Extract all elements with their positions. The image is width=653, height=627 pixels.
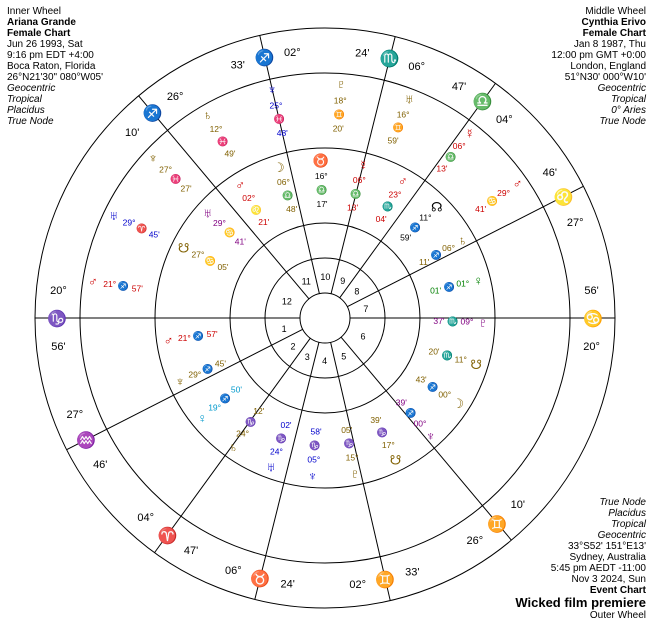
outer-chart-type: Event Chart (589, 585, 646, 596)
planet-minute: 48' (276, 127, 288, 138)
house-number: 12 (281, 296, 292, 307)
planet-degree: 06° (442, 243, 456, 254)
planet-degree: 06° (277, 177, 290, 188)
inner-chart-place: Boca Raton, Florida (7, 61, 96, 72)
cusp-minute: 33' (230, 59, 245, 72)
planet-degree: 16° (396, 109, 410, 120)
cusp-degree: 26° (166, 90, 184, 103)
planet-minute: 05' (217, 262, 229, 273)
planet-minute: 48' (286, 203, 298, 214)
planet-degree: 02° (242, 193, 256, 204)
planet-degree: 27° (159, 164, 172, 175)
planet-glyph: ♆ (267, 82, 278, 98)
cusp-labels (47, 47, 603, 591)
house-number: 2 (290, 341, 296, 352)
inner-chart-name: Ariana Grande (7, 17, 76, 28)
cusp-minute: 10' (510, 499, 525, 512)
planet-minute: 20' (428, 346, 440, 357)
wheel-ring-6 (300, 293, 350, 343)
planet-glyph: ♂ (163, 332, 174, 348)
outer-wheel-label: Outer Wheel (589, 610, 646, 621)
inner-setting: Tropical (7, 94, 42, 105)
planet-minute: 39' (395, 397, 407, 408)
planet-glyph: ♄ (202, 107, 213, 123)
planet-sign: ♊ (392, 122, 404, 133)
planet-degree: 29° (122, 217, 136, 228)
planet-minute: 57' (131, 283, 143, 294)
planet-glyph: ♅ (108, 207, 119, 223)
planet-minute: 39' (370, 415, 382, 426)
sagittarius-glyph-icon: ♐ (254, 49, 275, 67)
outer-chart-place: Sydney, Australia (569, 552, 646, 563)
planet-minute: 12' (253, 405, 265, 416)
planet-glyph: ☋ (177, 240, 190, 256)
planet-sign: ♐ (409, 222, 422, 233)
planet-minute: 58' (310, 426, 322, 437)
planet-degree: 01° (456, 278, 470, 289)
planet-sign: ♐ (430, 249, 443, 260)
middle-wheel-label: Middle Wheel (585, 6, 646, 17)
middle-setting: Geocentric (597, 83, 646, 94)
planet-glyph: ♂ (397, 173, 408, 189)
cusp-minute: 47' (451, 80, 467, 93)
aries-glyph-icon: ♈ (157, 527, 178, 545)
outer-chart-name: Wicked film premiere (515, 595, 646, 610)
cusp-line-5 (331, 342, 391, 600)
planet-minute: 05' (341, 424, 353, 435)
gemini-glyph-icon: ♊ (487, 516, 508, 534)
house-number: 1 (281, 323, 287, 334)
cusp-line-11 (260, 35, 320, 293)
planet-sign: ♐ (427, 381, 439, 392)
sagittarius-glyph-icon: ♐ (142, 105, 163, 123)
planet-degree: 27° (191, 249, 205, 260)
planet-degree: 21° (103, 278, 117, 289)
cusp-line-2 (67, 329, 303, 449)
planet-minute: 45' (214, 358, 226, 369)
planet-degree: 18° (333, 95, 347, 106)
planet-minute: 41' (475, 204, 487, 215)
cusp-degree: 04° (137, 512, 154, 525)
gemini-glyph-icon: ♊ (375, 572, 396, 590)
outer-setting: True Node (599, 497, 646, 508)
house-number: 8 (354, 286, 360, 297)
middle-chart-type: Female Chart (582, 28, 646, 39)
planet-degree: 19° (208, 402, 222, 413)
house-number: 5 (341, 351, 347, 362)
planet-degree: 06° (352, 175, 366, 186)
middle-setting: True Node (599, 116, 646, 127)
cusp-minute: 56' (51, 341, 66, 354)
capricorn-glyph-icon: ♑ (47, 311, 67, 328)
outer-chart-coords: 33°S52' 151°E13' (568, 541, 646, 552)
planet-minute: 17' (316, 199, 328, 210)
house-number: 4 (322, 355, 328, 366)
planet-sign: ♐ (202, 364, 214, 375)
middle-chart-date: Jan 8 1987, Thu (573, 39, 646, 50)
cusp-minute: 24' (280, 578, 295, 591)
inner-setting: Geocentric (7, 83, 56, 94)
inner-chart-coords: 26°N21'30" 080°W05' (7, 72, 103, 83)
planet-sign: ♋ (204, 255, 217, 266)
planet-sign: ♓ (217, 136, 229, 147)
planet-minute: 41' (234, 236, 246, 247)
planet-minute: 57' (206, 328, 218, 339)
middle-chart-time: 12:00 pm GMT +0:00 (551, 50, 646, 61)
house-number: 10 (320, 272, 331, 283)
planet-minute: 13' (436, 163, 448, 174)
planet-glyph: ♄ (457, 233, 468, 249)
planet-glyph: ☽ (452, 395, 465, 411)
cusp-minute: 24' (355, 47, 370, 60)
planet-minute: 27' (180, 183, 192, 194)
planet-glyph: ♆ (175, 374, 185, 390)
planet-degree: 09° (460, 316, 474, 327)
planet-minute: 02' (280, 420, 292, 431)
planet-degree: 25° (269, 100, 283, 111)
aquarius-glyph-icon: ♒ (76, 432, 97, 450)
inner-chart-date: Jun 26 1993, Sat (7, 39, 83, 50)
outer-setting: Placidus (608, 508, 646, 519)
planet-sign: ♐ (117, 281, 130, 292)
planet-glyph: ♆ (425, 428, 436, 444)
inner-chart-time: 9:16 pm EDT +4:00 (7, 50, 94, 61)
planet-degree: 24° (236, 428, 249, 439)
planet-sign: ♈ (136, 223, 148, 234)
leo-glyph-icon: ♌ (553, 189, 574, 207)
outer-setting: Geocentric (597, 530, 646, 541)
planet-sign: ♎ (444, 152, 457, 163)
house-number: 11 (301, 276, 311, 287)
planet-degree: 06° (452, 141, 466, 152)
cusp-degree: 26° (466, 535, 484, 548)
planet-glyph: ♅ (202, 205, 213, 221)
planet-glyph: ♇ (478, 315, 488, 331)
cusp-line-9 (340, 80, 496, 297)
cusp-minute: 46' (93, 458, 108, 471)
scorpio-glyph-icon: ♏ (379, 50, 400, 68)
libra-glyph-icon: ♎ (472, 94, 493, 112)
planet-sign: ♎ (316, 185, 328, 196)
planet-minute: 50' (230, 384, 242, 395)
planet-glyph: ♉ (312, 153, 329, 169)
cusp-degree: 20° (50, 284, 67, 297)
house-numbers (282, 272, 369, 366)
cusp-minute: 46' (542, 167, 557, 180)
planet-glyph: ☿ (464, 125, 475, 141)
planet-sign: ♏ (447, 316, 459, 327)
inner-wheel-label: Inner Wheel (7, 6, 61, 17)
cusp-minute: 33' (405, 566, 420, 579)
house-number: 3 (304, 352, 310, 363)
cusp-degree: 06° (408, 61, 425, 74)
planet-sign: ♐ (443, 282, 455, 293)
house-cusp-lines (35, 35, 615, 600)
planet-minute: 49' (224, 148, 236, 159)
planet-sign: ♊ (333, 109, 345, 120)
planet-glyph: ♀ (473, 272, 484, 288)
planet-glyph: ♀ (197, 410, 208, 426)
planet-minute: 59' (400, 232, 412, 243)
planet-minute: 21' (258, 216, 270, 227)
middle-chart-coords: 51°N30' 000°W10' (564, 72, 646, 83)
house-number: 7 (363, 304, 369, 315)
planet-sign: ♐ (405, 408, 417, 419)
planet-sign: ♓ (273, 114, 285, 125)
taurus-glyph-icon: ♉ (250, 571, 271, 589)
inner-chart-type: Female Chart (7, 28, 71, 39)
cusp-degree: 04° (496, 113, 513, 126)
planet-sign: ♑ (245, 417, 257, 428)
planet-degree: 29° (188, 369, 202, 380)
planet-sign: ♑ (343, 438, 356, 449)
planet-minute: 43' (415, 374, 427, 385)
planet-glyph: ☿ (358, 157, 369, 173)
planet-glyph: ♂ (235, 177, 245, 193)
inner-setting: True Node (7, 116, 54, 127)
planet-sign: ♌ (250, 205, 262, 216)
planet-glyph: ♆ (307, 468, 318, 484)
planet-sign: ♑ (309, 440, 321, 451)
house-number: 9 (340, 275, 346, 286)
planet-glyph: ♆ (148, 150, 159, 166)
cancer-glyph-icon: ♋ (583, 311, 603, 328)
cusp-minute: 10' (125, 126, 140, 139)
cusp-degree: 20° (583, 341, 600, 354)
planet-degree: 15° (345, 452, 359, 463)
planet-degree: 29° (497, 187, 511, 198)
house-number: 6 (360, 331, 366, 342)
cusp-degree: 02° (284, 46, 301, 59)
planet-degree: 12° (209, 124, 223, 135)
planet-glyph: ☋ (470, 357, 482, 373)
planet-degree: 23° (388, 189, 402, 200)
planet-degree: 16° (314, 171, 328, 182)
outer-chart-time: 5:45 pm AEDT -11:00 (550, 563, 646, 574)
planet-glyph: ♂ (88, 274, 98, 290)
cusp-minute: 56' (584, 284, 599, 297)
planet-sign: ♎ (350, 188, 362, 199)
planet-degree: 29° (213, 217, 226, 228)
inner-setting: Placidus (7, 105, 45, 116)
planet-sign: ♐ (192, 330, 204, 341)
outer-setting: Tropical (611, 519, 646, 530)
planet-sign: ♐ (219, 393, 232, 404)
planet-degree: 11° (454, 354, 467, 365)
planet-minute: 01' (430, 285, 442, 296)
planet-glyph: ☊ (430, 199, 443, 215)
cusp-degree: 27° (566, 216, 584, 229)
planet-glyph: ☋ (389, 452, 402, 468)
planet-minute: 04' (375, 213, 387, 224)
cusp-degree: 02° (349, 579, 366, 592)
middle-chart-place: London, England (570, 61, 646, 72)
cusp-degree: 06° (225, 564, 242, 577)
planet-sign: ♋ (224, 227, 236, 238)
planet-minute: 59' (387, 135, 399, 146)
cusp-degree: 27° (66, 409, 84, 422)
middle-setting: Tropical (611, 94, 646, 105)
cusp-minute: 47' (183, 545, 199, 558)
planet-glyph: ♇ (336, 76, 347, 92)
planet-sign: ♋ (486, 195, 498, 206)
planet-minute: 20' (332, 123, 344, 134)
middle-chart-name: Cynthia Erivo (581, 17, 646, 28)
planet-glyph: ♂ (512, 176, 523, 192)
planet-degree: 17° (381, 440, 395, 451)
planet-glyph: ♅ (404, 91, 415, 107)
planet-minute: 13' (347, 202, 359, 213)
planet-glyph: ♇ (350, 466, 361, 482)
planet-degree: 05° (307, 454, 321, 465)
planet-sign: ♎ (281, 190, 294, 201)
planet-glyph: ♅ (266, 459, 276, 475)
planet-degree: 21° (177, 332, 191, 343)
planet-sign: ♓ (170, 173, 182, 184)
outer-chart-date: Nov 3 2024, Sun (571, 574, 646, 585)
planet-degree: 11° (419, 212, 432, 223)
middle-setting: 0° Aries (611, 105, 646, 116)
planet-degree: 24° (270, 446, 283, 457)
planet-sign: ♑ (275, 433, 287, 444)
planet-glyph: ♄ (228, 439, 239, 455)
planet-sign: ♑ (376, 427, 388, 438)
planet-minute: 45' (148, 229, 160, 240)
planet-glyph: ☽ (272, 159, 285, 175)
planet-sign: ♏ (441, 350, 454, 361)
planet-degree: 00° (413, 418, 427, 429)
planet-sign: ♏ (382, 201, 394, 212)
planet-minute: 37' (433, 315, 445, 326)
planet-minute: 11' (418, 256, 430, 267)
planet-degree: 00° (438, 389, 452, 400)
